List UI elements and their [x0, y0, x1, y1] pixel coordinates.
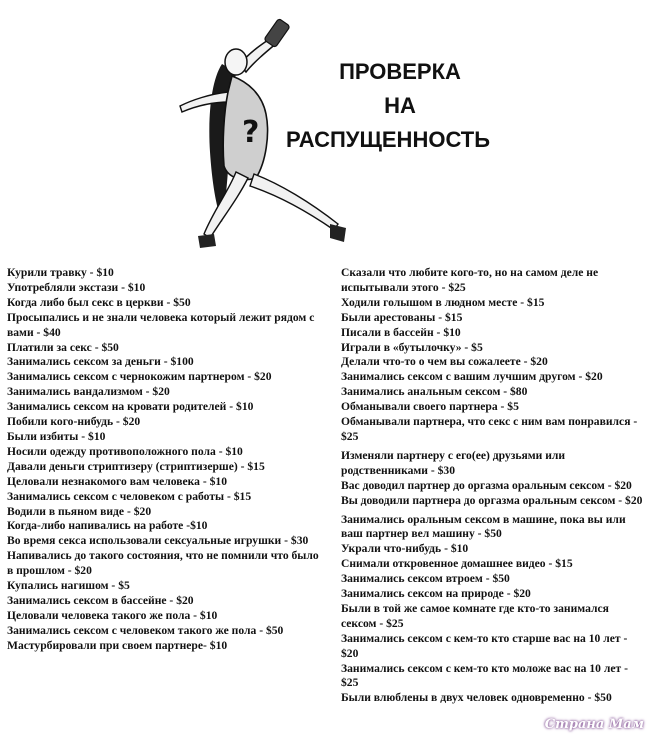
- list-item: Были арестованы - $15: [341, 310, 463, 324]
- list-item: Платили за секс - $50: [7, 340, 119, 354]
- title-line-2: НА: [384, 93, 416, 118]
- left-column-list: [7, 266, 327, 654]
- list-item: Снимали откровенное домашнее видео - $15: [341, 557, 573, 571]
- list-item: Водили в пьяном виде - $20: [7, 504, 152, 518]
- list-item: Занимались оральным сексом в машине, пока вы или ваш партнер вел машину - $50: [341, 512, 626, 541]
- list-item: Были в той же самое комнате где кто-то занимался сексом - $25: [341, 601, 609, 630]
- list-item: Играли в «бутылочку» - $5: [341, 340, 483, 354]
- list-item: Занимались сексом с кем-то кто моложе вас на 10 лет - $25: [341, 661, 628, 690]
- list-item: Когда-либо напивались на работе -$10: [7, 519, 208, 533]
- title-line-3: РАСПУЩЕННОСТЬ: [286, 127, 491, 152]
- list-item: Давали деньги стриптизеру (стриптизерше) - $15: [7, 459, 265, 473]
- list-item: Занимались сексом втроем - $50: [341, 572, 510, 586]
- list-item: Занимались сексом с чернокожим партнером - $20: [7, 370, 272, 384]
- list-item: Употребляли экстази - $10: [7, 280, 146, 294]
- list-item: Вы доводили партнера до оргазма оральным сексом - $20: [341, 493, 643, 507]
- list-item: Курили травку - $10: [7, 266, 114, 279]
- list-item: Занимались сексом за деньги - $100: [7, 355, 194, 369]
- list-item: Обманывали партнера, что секс с ним вам понравился - $25: [341, 415, 638, 443]
- list-item: Носили одежду противоположного пола - $10: [7, 444, 243, 458]
- list-item: Сказали что любите кого-то, но на самом деле не испытывали этого - $25: [341, 266, 599, 294]
- list-item: Ходили голышом в людном месте - $15: [341, 295, 545, 309]
- list-item: Вас доводил партнер до оргазма оральным сексом - $20: [341, 478, 632, 492]
- title-line-1: ПРОВЕРКА: [339, 59, 461, 84]
- list-item: Напивались до такого состояния, что не помнили что было в прошлом - $20: [7, 549, 319, 578]
- question-mark: ?: [242, 115, 260, 150]
- list-item: Занимались анальным сексом - $80: [341, 385, 528, 399]
- list-item: Целовали незнакомого вам человека - $10: [7, 474, 228, 488]
- list-item: Целовали человека такого же пола - $10: [7, 608, 218, 622]
- list-item: Во время секса использовали сексуальные игрушки - $30: [7, 534, 309, 548]
- list-item: Занимались сексом в бассейне - $20: [7, 593, 194, 607]
- list-item: Занимались сексом с человеком такого же пола - $50: [7, 623, 284, 637]
- list-item: Украли что-нибудь - $10: [341, 542, 469, 556]
- list-item: Занимались сексом с вашим лучшим другом - $20: [341, 370, 603, 384]
- page-title: [270, 55, 530, 157]
- list-item: Занимались сексом на кровати родителей - $10: [7, 400, 254, 414]
- list-item: Занимались сексом с человеком с работы - $15: [7, 489, 252, 503]
- list-item: Просыпались и не знали человека который лежит рядом с вами - $40: [7, 310, 315, 339]
- list-item: Были влюблены в двух человек одновременно - $50: [341, 691, 612, 705]
- list-item: Мастурбировали при своем партнере- $10: [7, 638, 228, 652]
- list-item: Занимались сексом на природе - $20: [341, 587, 531, 601]
- list-item: Занимались сексом с кем-то кто старше вас на 10 лет - $20: [341, 631, 628, 660]
- right-column-list: [341, 266, 646, 706]
- list-item: Делали что-то о чем вы сожалеете - $20: [341, 355, 548, 369]
- list-item: Купались нагишом - $5: [7, 579, 130, 593]
- list-item: Обманывали своего партнера - $5: [341, 400, 519, 414]
- list-item: Занимались вандализмом - $20: [7, 385, 170, 399]
- list-item: Писали в бассейн - $10: [341, 325, 461, 339]
- list-item: Изменяли партнеру с его(ее) друзьями или родственниками - $30: [341, 448, 566, 477]
- list-item: Когда либо был секс в церкви - $50: [7, 295, 191, 309]
- list-item: Побили кого-нибудь - $20: [7, 415, 141, 429]
- list-item: Были избиты - $10: [7, 429, 106, 443]
- watermark-logo: Страна Мам: [544, 717, 644, 732]
